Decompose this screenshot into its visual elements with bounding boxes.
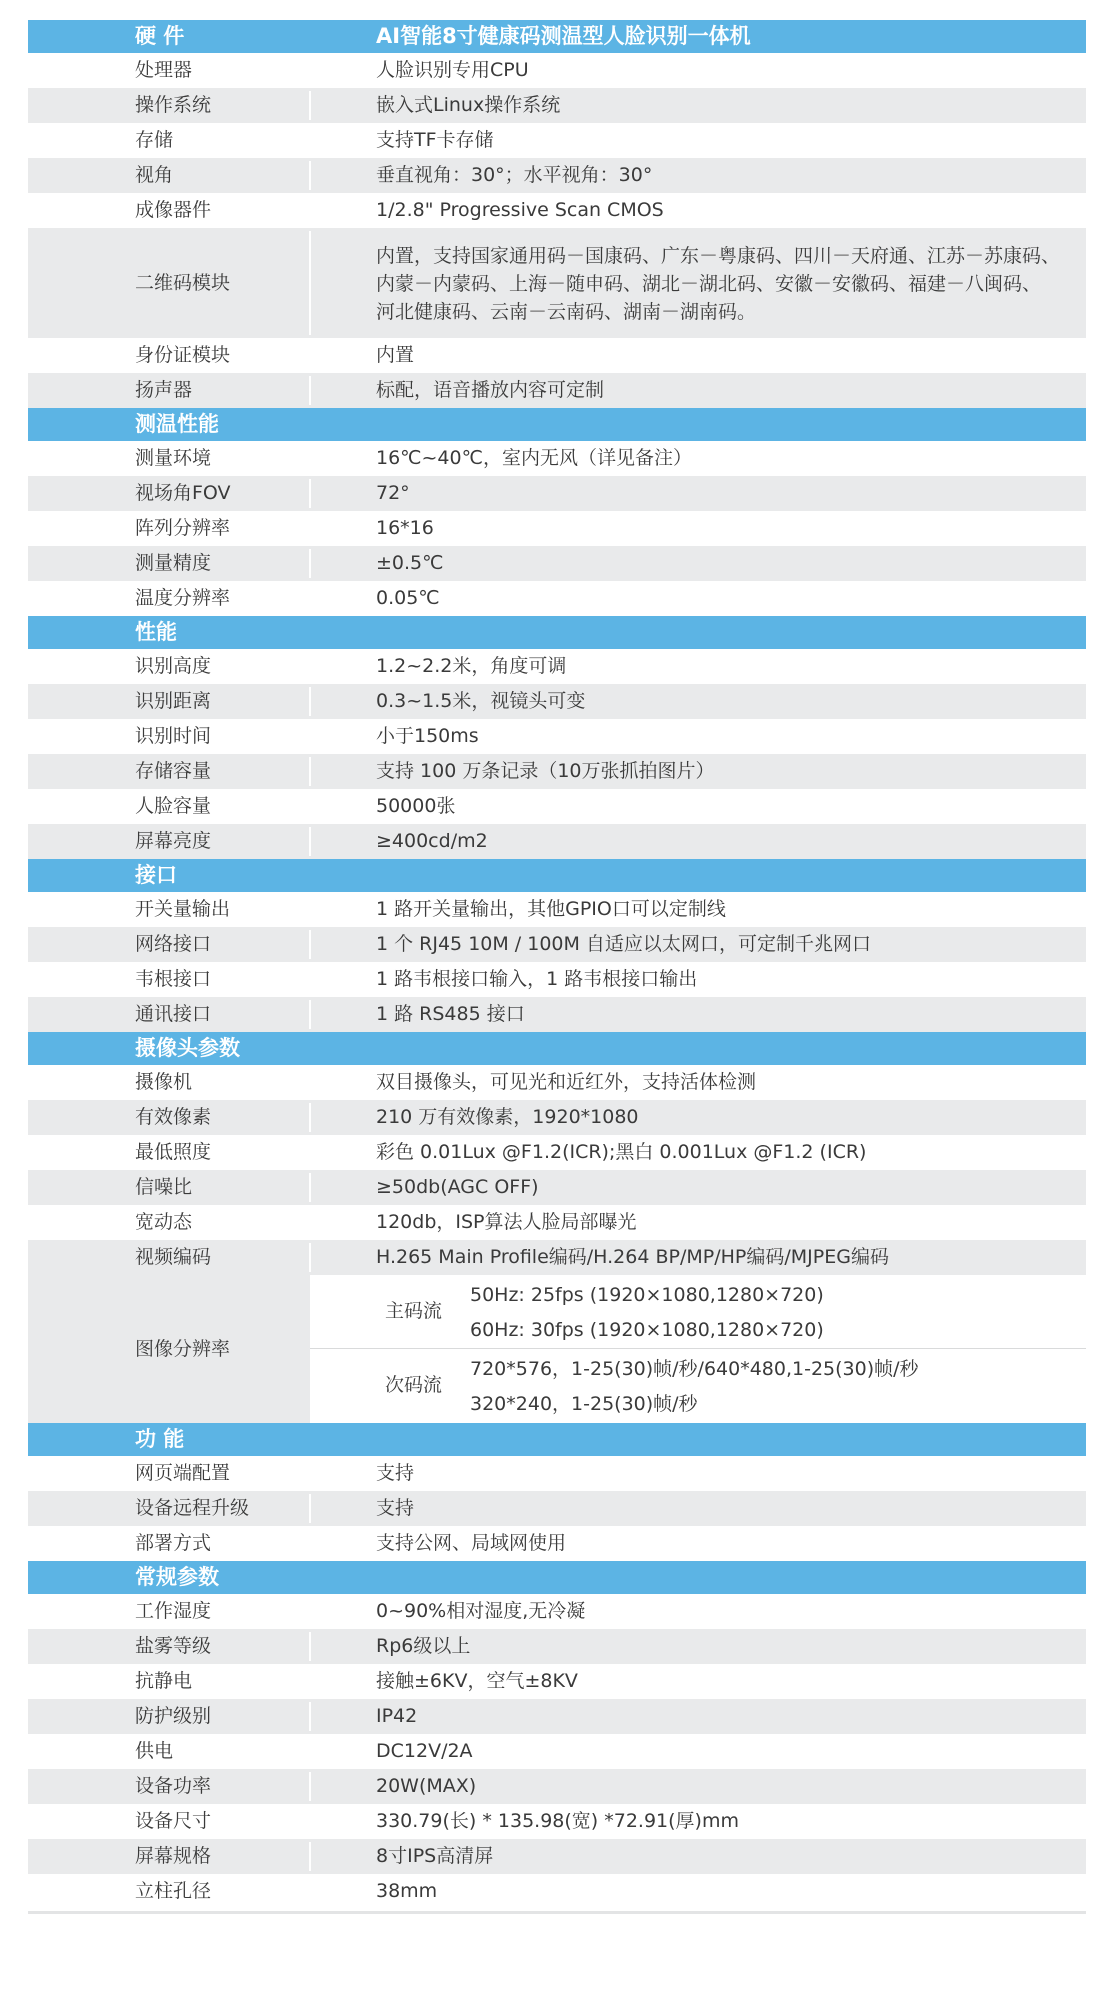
row-value: 38mm [376,1880,438,1902]
value-line: 60Hz: 30fps (1920×1080,1280×720) [470,1319,824,1341]
row-value: 0.3~1.5米，视镜头可变 [376,690,586,712]
row-label: 屏幕规格 [135,1845,212,1867]
table-row [28,1205,1086,1240]
row-label: 识别高度 [135,655,212,677]
row-value: 1 个 RJ45 10M / 100M 自适应以太网口，可定制千兆网口 [376,933,871,955]
table-row [28,684,1086,719]
value-line: 50Hz: 25fps (1920×1080,1280×720) [470,1284,824,1306]
row-value: 支持TF卡存储 [376,129,494,151]
table-row [28,1491,1086,1526]
row-value: DC12V/2A [376,1740,473,1762]
table-row [28,1170,1086,1205]
table-row [28,962,1086,997]
sub-stream-cell [310,1349,1086,1423]
row-label: 屏幕亮度 [135,830,212,852]
table-row [28,1874,1086,1909]
table-row [28,719,1086,754]
section-header-interface [28,859,1086,892]
row-label: 人脸容量 [135,795,212,817]
row-value: 72° [376,482,410,504]
table-row [28,824,1086,859]
row-value: 1/2.8" Progressive Scan CMOS [376,199,664,221]
row-value: 120db，ISP算法人脸局部曝光 [376,1211,637,1233]
row-value: 支持 [376,1497,415,1519]
table-row [28,193,1086,228]
section-header-camera [28,1032,1086,1065]
row-label: 摄像机 [135,1071,193,1093]
table-row [28,1594,1086,1629]
row-value: 8寸IPS高清屏 [376,1845,494,1867]
section-header-general [28,1561,1086,1594]
table-row [28,88,1086,123]
section-header-hardware [28,20,1086,53]
row-label: 设备功率 [135,1775,212,1797]
row-value: ≥50db(AGC OFF) [376,1176,539,1198]
table-row [28,1664,1086,1699]
section-title: 功 能 [135,1427,185,1451]
table-row [28,1456,1086,1491]
row-value: 支持 100 万条记录（10万张抓拍图片） [376,760,715,782]
row-label: 供电 [135,1740,174,1762]
row-value: 1 路韦根接口输入，1 路韦根接口输出 [376,968,698,990]
section-title: 接口 [135,863,177,887]
row-value [376,242,1060,326]
row-label: 抗静电 [135,1670,193,1692]
row-value: ±0.5℃ [376,552,444,574]
section-header-performance [28,616,1086,649]
row-value: 20W(MAX) [376,1775,477,1797]
resolution-row [28,1275,1086,1423]
row-label: 存储容量 [135,760,212,782]
table-row [28,1804,1086,1839]
product-title: AI智能8寸健康码测温型人脸识别一体机 [376,24,751,48]
value-line: 内蒙－内蒙码、上海－随申码、湖北－湖北码、安徽－安徽码、福建－八闽码、 [376,273,1042,295]
value-line: 河北健康码、云南－云南码、湖南－湖南码。 [376,301,757,323]
section-header-function [28,1423,1086,1456]
row-value: 0.05℃ [376,587,440,609]
spec-table [28,20,1086,1914]
table-row [28,1526,1086,1561]
table-row [28,927,1086,962]
section-header-temperature [28,408,1086,441]
row-value: 0~90%相对湿度,无冷凝 [376,1600,586,1622]
table-row [28,649,1086,684]
row-value: IP42 [376,1705,418,1727]
row-label: 通讯接口 [135,1003,212,1025]
row-value: 垂直视角：30°；水平视角：30° [376,164,653,186]
row-label: 设备尺寸 [135,1810,212,1832]
table-row [28,338,1086,373]
sub-stream-values [470,1352,919,1422]
row-label: 工作湿度 [135,1600,212,1622]
table-row [28,1839,1086,1874]
row-value: 支持 [376,1462,415,1484]
row-label: 韦根接口 [135,968,212,990]
row-label: 盐雾等级 [135,1635,212,1657]
row-value: 彩色 0.01Lux @F1.2(ICR);黑白 0.001Lux @F1.2 (ICR) [376,1141,867,1163]
row-value: 1 路 RS485 接口 [376,1003,525,1025]
table-row [28,1699,1086,1734]
row-label: 处理器 [135,59,193,81]
row-label: 识别距离 [135,690,212,712]
section-title: 摄像头参数 [135,1036,240,1060]
table-row [28,997,1086,1032]
row-label: 有效像素 [135,1106,212,1128]
row-label: 立柱孔径 [135,1880,212,1902]
row-label: 测量环境 [135,447,212,469]
table-row [28,1629,1086,1664]
table-bottom-line [28,1911,1086,1914]
row-value: 330.79(长) * 135.98(宽) *72.91(厚)mm [376,1810,739,1832]
sub-stream-label: 次码流 [385,1374,443,1396]
section-title: 测温性能 [135,412,219,436]
row-label: 网页端配置 [135,1462,231,1484]
row-label: 视场角FOV [135,482,231,504]
table-row [28,1240,1086,1275]
table-row [28,1065,1086,1100]
row-value: 16*16 [376,517,434,539]
table-row [28,228,1086,338]
table-row [28,123,1086,158]
row-value: 接触±6KV，空气±8KV [376,1670,578,1692]
table-row [28,581,1086,616]
row-label: 宽动态 [135,1211,193,1233]
row-value: 双目摄像头，可见光和近红外，支持活体检测 [376,1071,757,1093]
row-value: 小于150ms [376,725,479,747]
table-row [28,53,1086,88]
table-row [28,158,1086,193]
row-label: 扬声器 [135,379,193,401]
row-label: 存储 [135,129,174,151]
row-value: 支持公网、局域网使用 [376,1532,567,1554]
row-value: 人脸识别专用CPU [376,59,529,81]
row-value: 内置 [376,344,415,366]
row-value: 标配，语音播放内容可定制 [376,379,605,401]
section-title: 硬 件 [135,24,185,48]
row-value: 1.2~2.2米，角度可调 [376,655,567,677]
table-row [28,441,1086,476]
row-value: 嵌入式Linux操作系统 [376,94,561,116]
main-stream-values [470,1278,824,1348]
main-stream-cell [310,1275,1086,1348]
table-row [28,892,1086,927]
row-label: 二维码模块 [135,272,231,294]
row-label: 测量精度 [135,552,212,574]
table-row [28,1135,1086,1170]
table-row [28,1769,1086,1804]
row-label: 开关量输出 [135,898,231,920]
section-title: 常规参数 [135,1565,219,1589]
row-label: 设备远程升级 [135,1497,250,1519]
table-row [28,373,1086,408]
value-line: 320*240，1-25(30)帧/秒 [470,1393,698,1415]
row-label: 部署方式 [135,1532,212,1554]
value-line: 内置，支持国家通用码－国康码、广东－粤康码、四川－天府通、江苏－苏康码、 [376,245,1061,267]
row-label: 操作系统 [135,94,212,116]
table-row [28,1734,1086,1769]
row-value: Rp6级以上 [376,1635,471,1657]
row-label: 信噪比 [135,1176,193,1198]
table-row [28,511,1086,546]
main-stream-label: 主码流 [385,1300,443,1322]
table-row [28,476,1086,511]
row-label: 最低照度 [135,1141,212,1163]
row-value: 210 万有效像素，1920*1080 [376,1106,639,1128]
value-line: 720*576，1-25(30)帧/秒/640*480,1-25(30)帧/秒 [470,1358,919,1380]
row-value: H.265 Main Profile编码/H.264 BP/MP/HP编码/MJPEG编码 [376,1246,889,1268]
row-label: 阵列分辨率 [135,517,231,539]
section-title: 性能 [135,620,177,644]
row-label: 网络接口 [135,933,212,955]
row-label: 成像器件 [135,199,212,221]
row-label: 防护级别 [135,1705,212,1727]
row-label: 图像分辨率 [135,1338,231,1360]
row-label: 身份证模块 [135,344,231,366]
row-label: 视频编码 [135,1246,212,1268]
table-row [28,789,1086,824]
row-value: 16℃~40℃，室内无风（详见备注） [376,447,692,469]
table-row [28,754,1086,789]
table-row [28,1100,1086,1135]
table-row [28,546,1086,581]
row-value: ≥400cd/m2 [376,830,488,852]
row-label: 温度分辨率 [135,587,231,609]
row-label: 识别时间 [135,725,212,747]
row-value: 1 路开关量输出，其他GPIO口可以定制线 [376,898,726,920]
row-label: 视角 [135,164,174,186]
row-value: 50000张 [376,795,456,817]
